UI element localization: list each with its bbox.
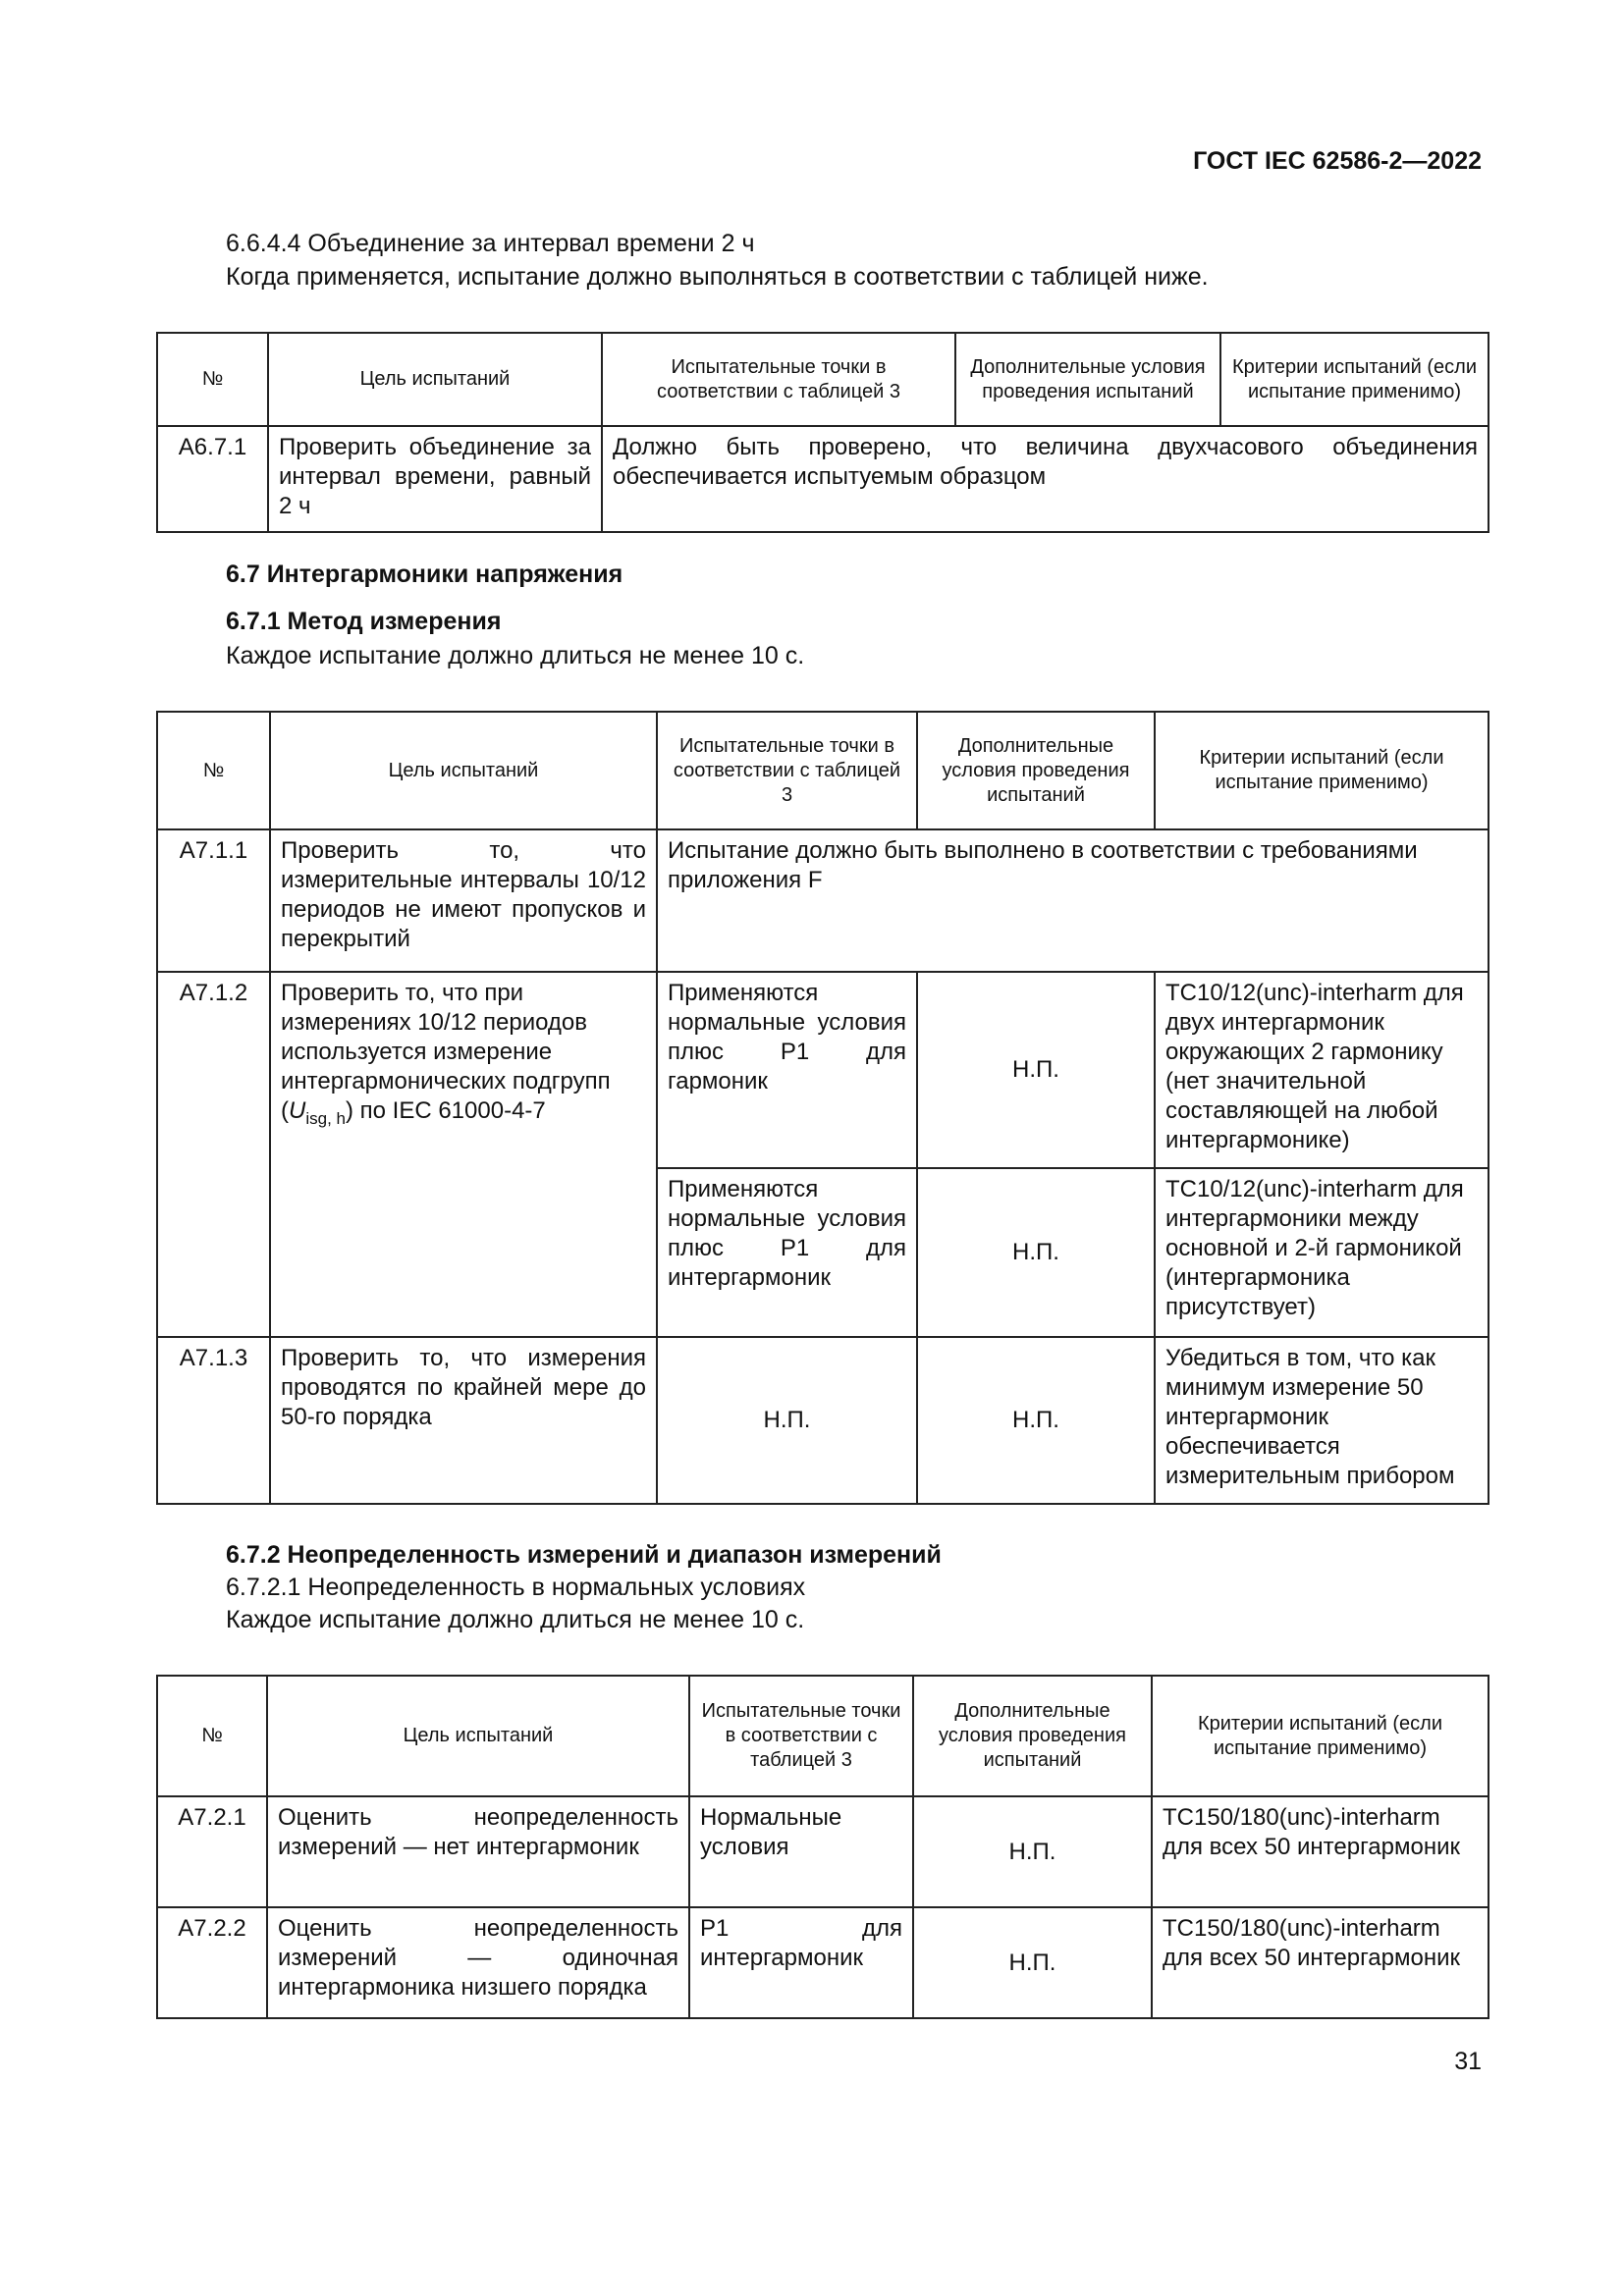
section-6-7-1-title: 6.7.1 Метод измерения [226, 608, 502, 635]
row-criteria: TC150/180(unc)-interharm для всех 50 интергармоник [1152, 1907, 1489, 2018]
table-row [157, 829, 1489, 972]
page-number: 31 [1454, 2048, 1482, 2075]
goal-text-end: ) по IEC 61000-4-7 [345, 1097, 546, 1124]
header-test-points: Испытательные точки в соответствии с таблицей 3 [689, 1676, 913, 1796]
header-conditions: Дополнительные условия проведения испытаний [955, 333, 1220, 426]
header-goal: Цель испытаний [270, 712, 657, 829]
row-test-points: Нормальные условия [689, 1796, 913, 1907]
row-conditions: Н.П. [917, 1337, 1155, 1504]
row-conditions: Н.П. [917, 972, 1155, 1168]
header-goal: Цель испытаний [268, 333, 602, 426]
table-row [157, 972, 1489, 1168]
row-criteria: Убедиться в том, что как минимум измерение 50 интергармоник обеспечивается измерительным прибором [1155, 1337, 1489, 1504]
row-number: A7.2.2 [157, 1907, 267, 2018]
header-conditions: Дополнительные условия проведения испытаний [913, 1676, 1152, 1796]
row-number: A6.7.1 [157, 426, 268, 532]
row-goal: Оценить неопределенность измерений — нет интергармоник [267, 1796, 689, 1907]
row-goal: Проверить объединение за интервал времени, равный 2 ч [268, 426, 602, 532]
table-header-row [157, 1676, 1489, 1796]
row-number: A7.1.2 [157, 972, 270, 1337]
header-no: № [157, 333, 268, 426]
table-row [157, 1907, 1489, 2018]
header-goal: Цель испытаний [267, 1676, 689, 1796]
document-header: ГОСТ IEC 62586-2—2022 [1193, 147, 1482, 175]
row-criteria: TC10/12(unc)-interharm для двух интергармоник окружающих 2 гармонику (нет значительной составляющей на любой интергармонике) [1155, 972, 1489, 1168]
row-number: A7.2.1 [157, 1796, 267, 1907]
row-goal: Оценить неопределенность измерений — одиночная интергармоника низшего порядка [267, 1907, 689, 2018]
goal-text: Проверить то, что при измерениях 10/12 периодов используется измерение интергармонических подгрупп ( [281, 980, 611, 1124]
row-criteria: Должно быть проверено, что величина двухчасового объединения обеспечивается испытуемым образцом [602, 426, 1489, 532]
row-test-points: Н.П. [657, 1337, 917, 1504]
header-conditions: Дополнительные условия проведения испытаний [917, 712, 1155, 829]
row-test-points: Применяются нормальные условия плюс P1 для гармоник [657, 972, 917, 1168]
row-goal: Проверить то, что измерения проводятся по крайней мере до 50-го порядка [270, 1337, 657, 1504]
row-criteria: TC10/12(unc)-interharm для интергармоники между основной и 2-й гармоникой (интергармоника присутствует) [1155, 1168, 1489, 1337]
table-uncertainty [156, 1675, 1489, 2019]
section-6-6-4-4-title: 6.6.4.4 Объединение за интервал времени 2 ч [226, 230, 755, 257]
section-6-7-1-text: Каждое испытание должно длиться не менее 10 с. [226, 642, 805, 669]
row-number: A7.1.1 [157, 829, 270, 972]
row-test-points: P1 для интергармоник [689, 1907, 913, 2018]
table-row [157, 1337, 1489, 1504]
section-6-7-2-title: 6.7.2 Неопределенность измерений и диапазон измерений [226, 1541, 942, 1569]
row-criteria: Испытание должно быть выполнено в соответствии с требованиями приложения F [657, 829, 1489, 972]
row-number: A7.1.3 [157, 1337, 270, 1504]
section-6-7-2-1-text: Каждое испытание должно длиться не менее 10 с. [226, 1606, 805, 1633]
section-6-6-4-4-text: Когда применяется, испытание должно выполняться в соответствии с таблицей ниже. [226, 263, 1209, 291]
row-conditions: Н.П. [913, 1796, 1152, 1907]
table-row [157, 426, 1489, 532]
header-no: № [157, 712, 270, 829]
table-header-row [157, 712, 1489, 829]
table-aggregation-2h [156, 332, 1489, 533]
row-goal [270, 972, 657, 1337]
goal-var: U [289, 1097, 306, 1124]
goal-subscript: isg, h [305, 1108, 346, 1128]
table-header-row [157, 333, 1489, 426]
header-test-points: Испытательные точки в соответствии с таблицей 3 [657, 712, 917, 829]
row-goal: Проверить то, что измерительные интервалы 10/12 периодов не имеют пропусков и перекрытий [270, 829, 657, 972]
section-6-7-title: 6.7 Интергармоники напряжения [226, 561, 623, 588]
row-conditions: Н.П. [913, 1907, 1152, 2018]
header-test-points: Испытательные точки в соответствии с таблицей 3 [602, 333, 955, 426]
header-criteria: Критерии испытаний (если испытание применимо) [1152, 1676, 1489, 1796]
header-criteria: Критерии испытаний (если испытание применимо) [1220, 333, 1489, 426]
row-test-points: Применяются нормальные условия плюс P1 для интергармоник [657, 1168, 917, 1337]
row-criteria: TC150/180(unc)-interharm для всех 50 интергармоник [1152, 1796, 1489, 1907]
table-measurement-method [156, 711, 1489, 1505]
table-row [157, 1796, 1489, 1907]
section-6-7-2-1-title: 6.7.2.1 Неопределенность в нормальных условиях [226, 1574, 806, 1601]
header-criteria: Критерии испытаний (если испытание применимо) [1155, 712, 1489, 829]
header-no: № [157, 1676, 267, 1796]
row-conditions: Н.П. [917, 1168, 1155, 1337]
